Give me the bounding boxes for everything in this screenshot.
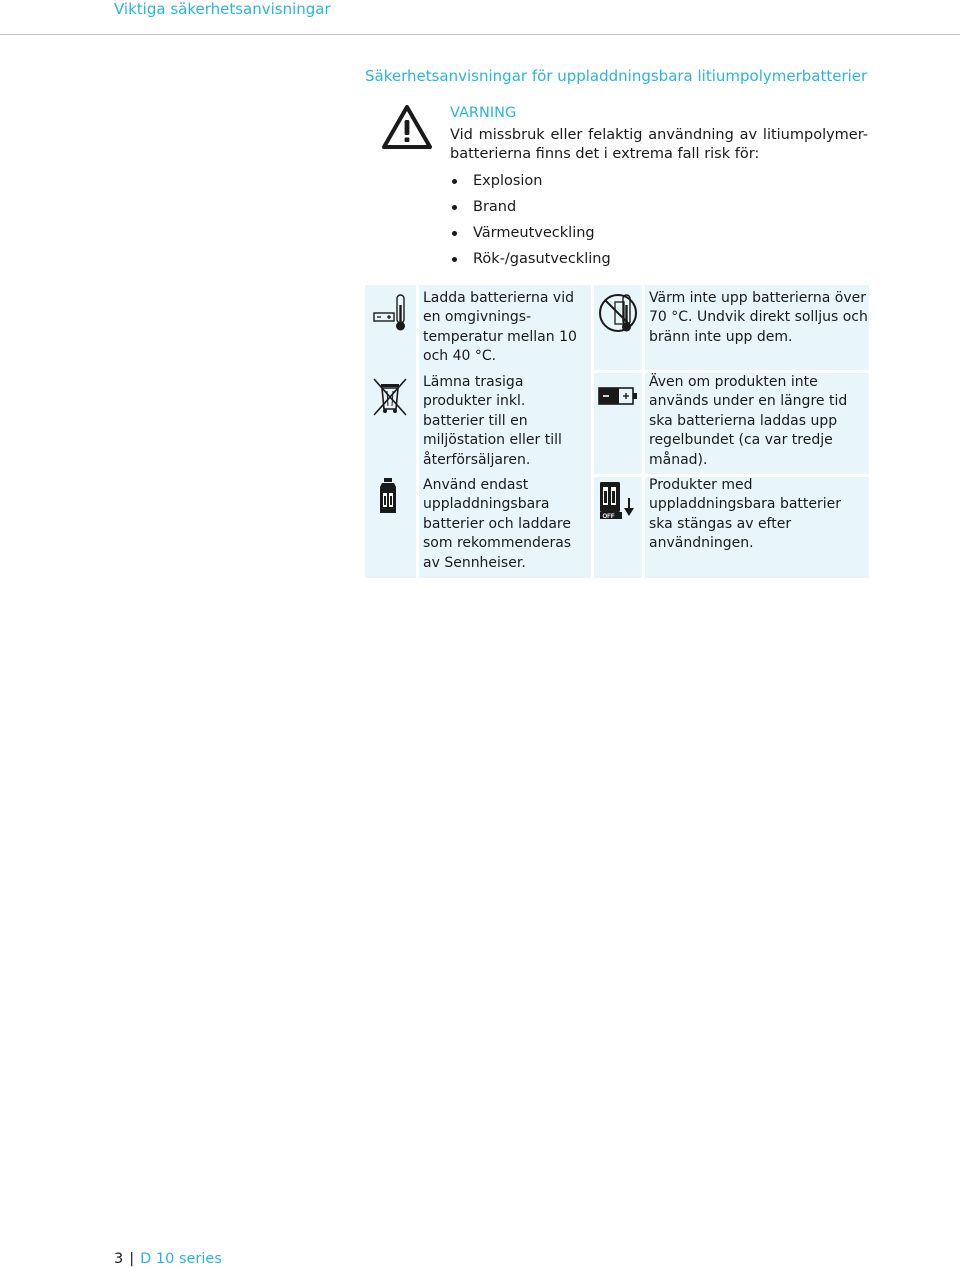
page-header: [0, 0, 960, 35]
instruction-text: Värm inte upp batterierna över 70 °C. Undvik direkt solljus och bränn inte upp dem.: [649, 290, 868, 345]
page-number: 3: [114, 1251, 124, 1267]
battery-icon: [598, 386, 638, 406]
section-title: Säkerhetsanvisningar för uppladdningsbara litiumpolymerbatterier: [365, 67, 868, 85]
warning-heading: VARNING: [450, 105, 517, 121]
warning-triangle-icon: [381, 104, 433, 150]
rechargeable-battery-icon: [378, 477, 398, 515]
instruction-text: Ladda batterierna vid en omgivnings-temperatur mellan 10 och 40 °C.: [423, 290, 577, 365]
list-item: Värmeutveckling: [450, 224, 611, 250]
series-name: D 10 series: [140, 1251, 222, 1267]
list-item: Rök-/gasutveckling: [450, 250, 611, 276]
svg-text:OFF: OFF: [602, 514, 615, 520]
footer-separator: |: [129, 1251, 135, 1267]
list-item: Brand: [450, 198, 611, 224]
instruction-text: Lämna trasiga produkter inkl. batterier till en miljöstation eller till återförsäljaren.: [423, 374, 562, 468]
list-item: Explosion: [450, 172, 611, 198]
crossed-out-wheelie-bin-icon: [371, 375, 409, 417]
warning-text: Vid missbruk eller felaktig användning av litiumpolymer-batterierna finns det i extrema fall risk för:: [450, 127, 868, 162]
battery-off-icon: [598, 480, 638, 520]
no-heat-battery-icon: [597, 291, 639, 335]
thermometer-battery-icon: [372, 293, 410, 333]
instruction-grid: [365, 285, 869, 578]
instruction-text: Använd endast uppladdningsbara batterier och laddare som rekommenderas av Sennheiser.: [423, 477, 572, 571]
risk-list: [450, 172, 611, 276]
instruction-text: Även om produkten inte används under en längre tid ska batterierna laddas upp regelbundet (ca var tredje månad).: [649, 374, 848, 468]
header-title: Viktiga säkerhetsanvisningar: [114, 0, 331, 18]
instruction-text: Produkter med uppladdningsbara batterier ska stängas av efter användningen.: [649, 477, 842, 552]
page-footer: [114, 1250, 222, 1268]
